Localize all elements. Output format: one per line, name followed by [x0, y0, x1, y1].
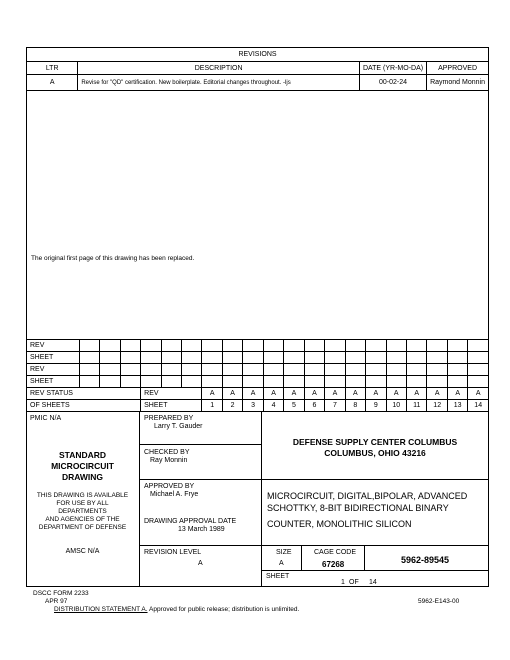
pmic: PMIC N/A: [30, 415, 62, 422]
rev-cell: [120, 340, 140, 352]
rev-cell: [427, 340, 447, 352]
rev-cell: [182, 340, 202, 352]
rev-cell: [161, 340, 181, 352]
availability-note: [26, 492, 139, 532]
rev-cell: [141, 352, 161, 364]
rev-cell: [386, 376, 406, 388]
rev-cell: [386, 340, 406, 352]
rev-cell: [161, 364, 181, 376]
rev-cell: [447, 376, 467, 388]
rev-cell: [161, 376, 181, 388]
amsc: AMSC N/A: [65, 548, 100, 555]
sheet-label: SHEET: [266, 573, 290, 580]
rev-cell: [222, 376, 242, 388]
sheet-of: OF: [349, 579, 359, 586]
of-sheets-cell: 9: [366, 400, 386, 412]
agency-line-1: DEFENSE SUPPLY CENTER COLUMBUS: [292, 437, 458, 447]
rev-cell: [447, 364, 467, 376]
of-sheets-sublabel: SHEET: [141, 400, 202, 412]
agency-block: [261, 437, 489, 459]
of-sheets-cell: 11: [407, 400, 427, 412]
rev-cell: [79, 364, 99, 376]
rev-row-label: REV: [27, 340, 80, 352]
rev-cell: [366, 364, 386, 376]
rev-cell: [202, 376, 222, 388]
rev-status-label: REV STATUS: [27, 388, 141, 400]
rev-cell: [366, 376, 386, 388]
header-description: DESCRIPTION: [78, 62, 360, 75]
revision-date: 00-02-24: [359, 75, 426, 91]
rev-status-cell: A: [366, 388, 386, 400]
rev-cell: [325, 340, 345, 352]
rev-cell: [182, 364, 202, 376]
rev-cell: [304, 340, 324, 352]
rev-cell: [345, 376, 365, 388]
rev-cell: [407, 364, 427, 376]
rev-cell: [325, 364, 345, 376]
title-line-3: COUNTER, MONOLITHIC SILICON: [267, 519, 412, 529]
rev-status-cell: A: [345, 388, 365, 400]
rev-cell: [243, 340, 263, 352]
availability-line-1: THIS DRAWING IS AVAILABLE: [36, 492, 129, 499]
of-sheets-cell: 6: [304, 400, 324, 412]
rev-cell: [468, 364, 489, 376]
form-date: APR 97: [45, 598, 68, 605]
availability-line-4: AND AGENCIES OF THE: [45, 516, 120, 523]
of-sheets-cell: 13: [447, 400, 467, 412]
revisions-heading: REVISIONS: [27, 48, 489, 62]
rev-status-cell: A: [284, 388, 304, 400]
rev-status-cell: A: [202, 388, 222, 400]
of-sheets-cell: 4: [263, 400, 283, 412]
approved-by-name: Michael A. Frye: [150, 491, 199, 498]
revision-description: Revise for "QD" certification. New boilerplate. Editorial changes throughout. -ljs: [78, 75, 360, 91]
approved-by-label: APPROVED BY: [144, 483, 195, 490]
title-block: [26, 412, 489, 587]
rev-cell: [366, 352, 386, 364]
revisions-table: [26, 47, 489, 91]
rev-status-cell: A: [386, 388, 406, 400]
standard-line-2: MICROCIRCUIT: [51, 461, 114, 471]
rev-status-cell: A: [263, 388, 283, 400]
rev-cell: [120, 364, 140, 376]
of-sheets-cell: 12: [427, 400, 447, 412]
rev-sheet-grid: [26, 339, 489, 412]
rev-cell: [366, 340, 386, 352]
rev-cell: [100, 364, 120, 376]
rev-status-cell: A: [407, 388, 427, 400]
rev-cell: [386, 352, 406, 364]
replaced-note: The original first page of this drawing has been replaced.: [31, 255, 195, 262]
rev-row-label: SHEET: [27, 352, 80, 364]
rev-cell: [243, 364, 263, 376]
rev-cell: [263, 352, 283, 364]
header-ltr: LTR: [27, 62, 78, 75]
rev-cell: [468, 376, 489, 388]
header-date: DATE (YR-MO-DA): [359, 62, 426, 75]
rev-cell: [407, 376, 427, 388]
rev-cell: [202, 352, 222, 364]
approval-date-value: 13 March 1989: [178, 526, 225, 533]
of-sheets-cell: 3: [243, 400, 263, 412]
of-sheets-cell: 7: [325, 400, 345, 412]
cage-code-value: 67268: [322, 560, 345, 569]
rev-status-cell: A: [222, 388, 242, 400]
rev-cell: [304, 364, 324, 376]
rev-cell: [141, 340, 161, 352]
checked-by-label: CHECKED BY: [144, 449, 190, 456]
form-code: 5962-E143-00: [418, 598, 460, 605]
rev-cell: [284, 376, 304, 388]
rev-cell: [427, 352, 447, 364]
rev-status-cell: A: [447, 388, 467, 400]
rev-cell: [468, 340, 489, 352]
revision-level-label: REVISION LEVEL: [144, 549, 202, 556]
rev-status-cell: A: [243, 388, 263, 400]
of-sheets-cell: 10: [386, 400, 406, 412]
rev-cell: [427, 364, 447, 376]
rev-status-cell: A: [427, 388, 447, 400]
title-line-2: SCHOTTKY, 8-BIT BIDIRECTIONAL BINARY: [267, 503, 449, 513]
rev-cell: [447, 340, 467, 352]
rev-cell: [182, 376, 202, 388]
revision-level-value: A: [198, 560, 203, 567]
availability-line-2: FOR USE BY ALL: [56, 500, 109, 507]
rev-cell: [407, 352, 427, 364]
rev-cell: [141, 376, 161, 388]
rev-cell: [222, 364, 242, 376]
revision-approved: Raymond Monnin: [427, 75, 489, 91]
rev-cell: [263, 376, 283, 388]
rev-cell: [100, 376, 120, 388]
sheet-total: 14: [369, 579, 377, 586]
drawing-title: [267, 490, 467, 530]
rev-cell: [447, 352, 467, 364]
of-sheets-cell: 14: [468, 400, 489, 412]
cage-code-label: CAGE CODE: [314, 549, 357, 556]
standard-line-1: STANDARD: [58, 450, 107, 460]
distribution-label: DISTRIBUTION STATEMENT A.: [54, 606, 148, 613]
rev-cell: [284, 340, 304, 352]
rev-cell: [120, 376, 140, 388]
rev-cell: [79, 352, 99, 364]
rev-cell: [202, 364, 222, 376]
standard-microcircuit-drawing: [26, 450, 139, 483]
prepared-by-label: PREPARED BY: [144, 415, 194, 422]
title-line-1: MICROCIRCUIT, DIGITAL,BIPOLAR, ADVANCED: [267, 491, 468, 501]
of-sheets-cell: 5: [284, 400, 304, 412]
rev-cell: [202, 340, 222, 352]
rev-cell: [100, 352, 120, 364]
rev-cell: [304, 376, 324, 388]
header-approved: APPROVED: [427, 62, 489, 75]
distribution-statement: [54, 606, 299, 613]
rev-cell: [222, 340, 242, 352]
agency-line-2: COLUMBUS, OHIO 43216: [324, 448, 426, 458]
form-number: DSCC FORM 2233: [33, 590, 89, 597]
rev-cell: [263, 364, 283, 376]
approval-date-label: DRAWING APPROVAL DATE: [144, 518, 237, 525]
of-sheets-label: OF SHEETS: [27, 400, 141, 412]
rev-cell: [386, 364, 406, 376]
rev-cell: [304, 352, 324, 364]
rev-cell: [100, 340, 120, 352]
rev-cell: [243, 376, 263, 388]
standard-line-3: DRAWING: [61, 472, 104, 482]
rev-cell: [263, 340, 283, 352]
of-sheets-cell: 2: [222, 400, 242, 412]
rev-cell: [427, 376, 447, 388]
rev-cell: [141, 364, 161, 376]
of-sheets-cell: 8: [345, 400, 365, 412]
availability-line-5: DEPARTMENT OF DEFENSE: [38, 524, 127, 531]
availability-line-3: DEPARTMENTS: [58, 508, 107, 515]
rev-row-label: REV: [27, 364, 80, 376]
rev-cell: [243, 352, 263, 364]
rev-cell: [407, 340, 427, 352]
rev-cell: [345, 340, 365, 352]
rev-cell: [79, 376, 99, 388]
size-label: SIZE: [276, 549, 292, 556]
checked-by-name: Ray Monnin: [150, 457, 188, 464]
rev-cell: [222, 352, 242, 364]
distribution-text: Approved for public release; distribution is unlimited.: [147, 606, 300, 613]
rev-cell: [468, 352, 489, 364]
rev-cell: [284, 364, 304, 376]
rev-cell: [284, 352, 304, 364]
sheet-number: 1: [341, 579, 345, 586]
rev-cell: [120, 352, 140, 364]
prepared-by-name: Larry T. Gauder: [154, 423, 203, 430]
rev-cell: [79, 340, 99, 352]
rev-status-sublabel: REV: [141, 388, 202, 400]
rev-cell: [161, 352, 181, 364]
rev-cell: [182, 352, 202, 364]
size-value: A: [279, 560, 284, 567]
rev-status-cell: A: [325, 388, 345, 400]
rev-cell: [345, 352, 365, 364]
of-sheets-cell: 1: [202, 400, 222, 412]
rev-status-cell: A: [468, 388, 489, 400]
rev-status-cell: A: [304, 388, 324, 400]
rev-cell: [325, 376, 345, 388]
revision-ltr: A: [27, 75, 78, 91]
document-number: 5962-89545: [401, 555, 450, 565]
rev-row-label: SHEET: [27, 376, 80, 388]
rev-cell: [325, 352, 345, 364]
rev-cell: [345, 364, 365, 376]
